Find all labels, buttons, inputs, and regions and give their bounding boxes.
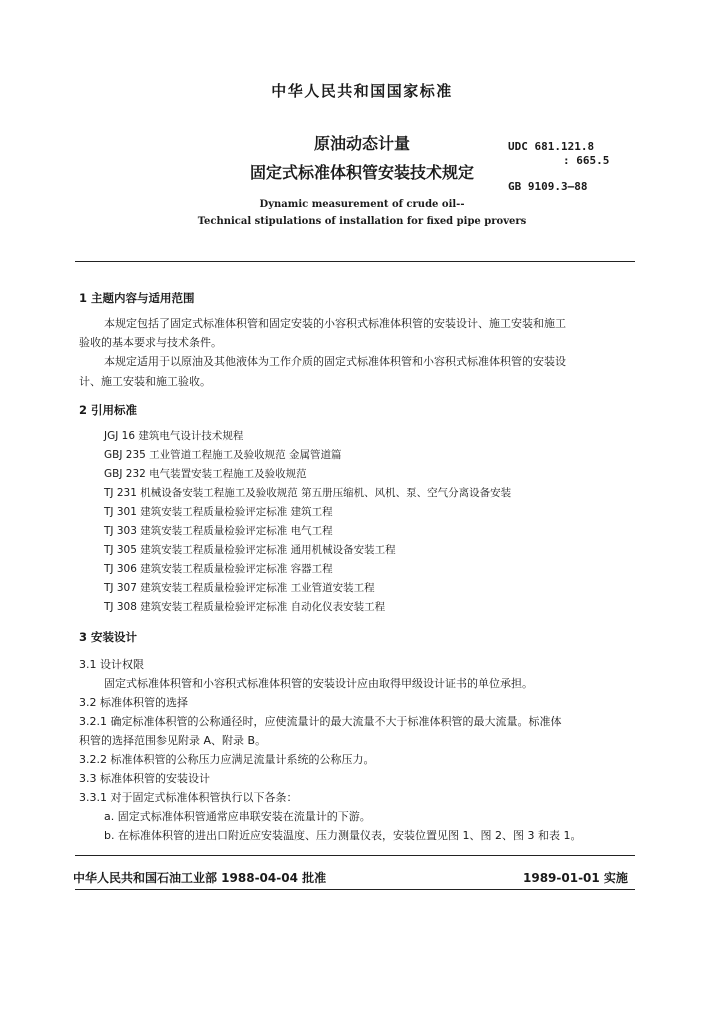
clause-3-2-2: 3.2.2 标准体积管的公称压力应满足流量计系统的公称压力。 <box>79 753 375 766</box>
reference-item: TJ 305 建筑安装工程质量检验评定标准 通用机械设备安装工程 <box>104 544 396 556</box>
footer-bottom-divider <box>75 889 635 890</box>
section-3-heading: 3 安装设计 <box>79 630 138 644</box>
header-divider <box>75 261 635 262</box>
reference-item: JGJ 16 建筑电气设计技术规程 <box>104 430 244 442</box>
clause-3-2-1-line1: 3.2.1 确定标准体积管的公称通径时，应使流量计的最大流量不大于标准体积管的最大流量。标准体 <box>79 715 562 728</box>
clause-item-a: a. 固定式标准体积管通常应串联安装在流量计的下游。 <box>104 810 371 823</box>
clause-3-2-1-line2: 积管的选择范围参见附录 A、附录 B。 <box>79 734 267 747</box>
section-1-para2-line1: 本规定适用于以原油及其他液体为工作介质的固定式标准体积管和小容积式标准体积管的安装设 <box>104 355 566 368</box>
reference-item: TJ 307 建筑安装工程质量检验评定标准 工业管道安装工程 <box>104 582 375 594</box>
reference-item: TJ 308 建筑安装工程质量检验评定标准 自动化仪表安装工程 <box>104 601 386 613</box>
reference-item: TJ 303 建筑安装工程质量检验评定标准 电气工程 <box>104 525 333 537</box>
document-title-line2: 固定式标准体积管安装技术规定 <box>249 163 474 182</box>
document-title-line1: 原油动态计量 <box>313 134 410 153</box>
clause-3-3-1: 3.3.1 对于固定式标准体积管执行以下各条： <box>79 791 298 804</box>
section-1-para1-line1: 本规定包括了固定式标准体积管和固定安装的小容积式标准体积管的安装设计、施工安装和施工 <box>104 317 566 330</box>
section-1-para1-line2: 验收的基本要求与技术条件。 <box>79 336 222 349</box>
footer-divider <box>75 855 635 856</box>
reference-item: GBJ 232 电气装置安装工程施工及验收规范 <box>104 468 307 480</box>
section-2-heading: 2 引用标准 <box>79 403 138 417</box>
reference-item: TJ 306 建筑安装工程质量检验评定标准 容器工程 <box>104 563 333 575</box>
reference-item: TJ 231 机械设备安装工程施工及验收规范 第五册压缩机、风机、泵、空气分离设备安装 <box>104 487 512 499</box>
issued-by: 中华人民共和国石油工业部 1988-04-04 批准 <box>73 871 327 885</box>
reference-item: GBJ 235 工业管道工程施工及验收规范 金属管道篇 <box>104 449 342 461</box>
udc-code-continued: : 665.5 <box>563 154 610 167</box>
effective-date: 1989-01-01 实施 <box>523 871 628 885</box>
english-title-line2: Technical stipulations of installation for fixed pipe provers <box>197 216 527 227</box>
section-1-para2-line2: 计、施工安装和施工验收。 <box>79 375 211 388</box>
section-1-heading: 1 主题内容与适用范围 <box>79 291 195 305</box>
subsection-3-2-heading: 3.2 标准体积管的选择 <box>79 696 188 709</box>
subsection-3-3-heading: 3.3 标准体积管的安装设计 <box>79 772 210 785</box>
subsection-3-1-text: 固定式标准体积管和小容积式标准体积管的安装设计应由取得甲级设计证书的单位承担。 <box>104 677 533 690</box>
gb-standard-number: GB 9109.3—88 <box>508 180 588 193</box>
udc-code: UDC 681.121.8 <box>508 140 595 153</box>
clause-item-b: b. 在标准体积管的进出口附近应安装温度、压力测量仪表，安装位置见图 1、图 2、图 3 和表 1。 <box>104 829 582 842</box>
subsection-3-1-heading: 3.1 设计权限 <box>79 658 144 671</box>
national-standard-title: 中华人民共和国国家标准 <box>271 82 453 100</box>
reference-item: TJ 301 建筑安装工程质量检验评定标准 建筑工程 <box>104 506 333 518</box>
english-title-line1: Dynamic measurement of crude oil-- <box>259 199 465 210</box>
